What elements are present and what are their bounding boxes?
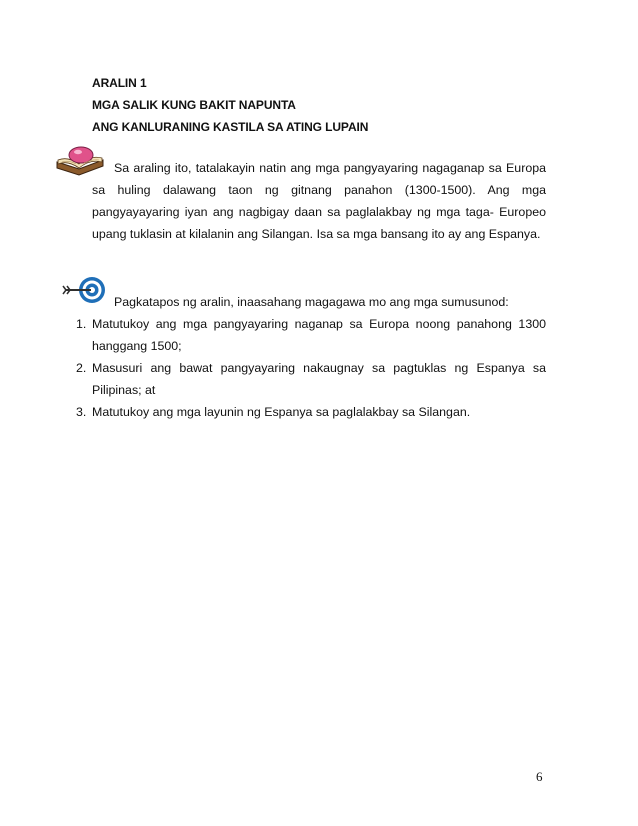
objectives-list (76, 313, 546, 423)
objectives-lead (92, 291, 546, 313)
list-item: 1. Matutukoy ang mga pangyayaring naganap sa Europa noong panahong 1300 hanggang 1500; (76, 317, 546, 353)
list-item: 2. Masusuri ang bawat pangyayaring nakaugnay sa pagtuklas ng Espanya sa Pilipinas; at (76, 361, 546, 397)
lesson-title-line-2: ANG KANLURANING KASTILA SA ATING LUPAIN (92, 120, 369, 134)
intro-text: Sa araling ito, tatalakayin natin ang mga pangyayaring nagaganap sa Europa sa huling dalawang taon ng gitnang panahon (1300-1500). Ang mga pangyayayaring iyan ang nagbigay daan sa paglalakbay ng mga taga- Europeo upang tuklasin at kilalanin ang Silangan. Isa sa mga bansang ito ay ang Espanya. (92, 161, 546, 241)
page-number: 6 (536, 769, 543, 784)
list-item: 3. Matutukoy ang mga layunin ng Espanya sa paglalakbay sa Silangan. (76, 405, 471, 419)
lesson-label: ARALIN 1 (92, 76, 147, 90)
lesson-title-line-1: MGA SALIK KUNG BAKIT NAPUNTA (92, 98, 296, 112)
intro-paragraph (92, 157, 546, 245)
objectives-lead-text: Pagkatapos ng aralin, inaasahang magagawa mo ang mga sumusunod: (114, 295, 509, 309)
